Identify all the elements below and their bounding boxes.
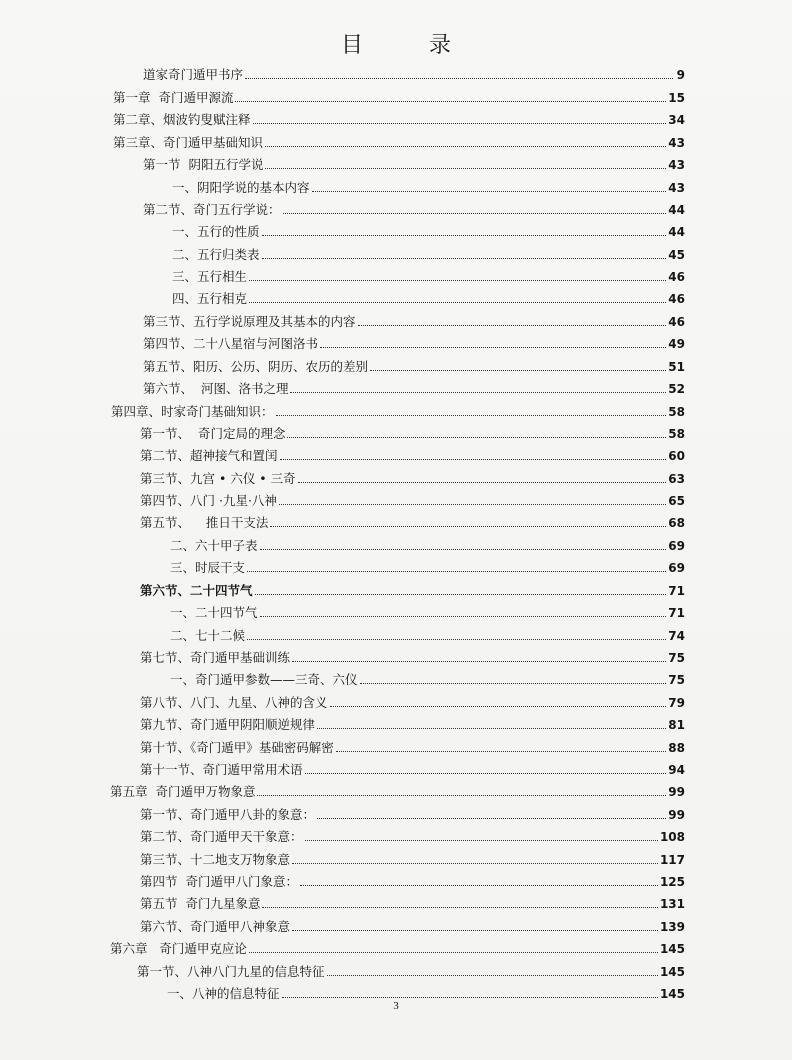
dot-leader (257, 795, 666, 796)
toc-entry-page: 81 (668, 718, 685, 732)
dot-leader (260, 616, 667, 617)
toc-entry[interactable] (113, 111, 685, 129)
toc-entry-page: 71 (668, 606, 685, 620)
toc-entry[interactable] (140, 761, 685, 779)
toc-entry-label: 第七节、奇门遁甲基础训练 (140, 650, 291, 665)
toc-entry-label: 第四章、时家奇门基础知识： (111, 404, 274, 419)
toc-entry-label: 第二章、烟波钓叟赋注释 (113, 112, 251, 127)
toc-entry-label: 第六节、 河图、洛书之理 (143, 381, 289, 396)
toc-entry-label: 第六节、二十四节气 (140, 583, 253, 598)
dot-leader (370, 370, 666, 371)
dot-leader (262, 235, 667, 236)
dot-leader (265, 168, 666, 169)
toc-entry-label: 第五节 奇门九星象意 (140, 896, 261, 911)
toc-entry-page: 51 (668, 360, 685, 374)
dot-leader (279, 504, 666, 505)
toc-entry-page: 99 (668, 785, 685, 799)
toc-entry-page: 75 (668, 673, 685, 687)
toc-entry-label: 第二节、奇门五行学说： (143, 202, 281, 217)
toc-entry[interactable] (140, 649, 685, 667)
toc-entry-page: 46 (668, 270, 685, 284)
toc-entry[interactable] (172, 179, 685, 197)
dot-leader (247, 571, 666, 572)
dot-leader (300, 885, 658, 886)
dot-leader (247, 639, 666, 640)
dot-leader (249, 302, 666, 303)
toc-entry[interactable] (172, 246, 685, 264)
dot-leader (292, 863, 658, 864)
toc-entry-page: 58 (668, 405, 685, 419)
dot-leader (292, 661, 666, 662)
toc-entry-page: 65 (668, 494, 685, 508)
toc-entry-label: 一、阴阳学说的基本内容 (172, 180, 310, 195)
toc-entry-label: 第二节、奇门遁甲天干象意： (140, 829, 303, 844)
toc-entry[interactable] (140, 739, 685, 757)
toc-entry[interactable] (172, 268, 685, 286)
dot-leader (292, 930, 658, 931)
toc-entry[interactable] (140, 582, 685, 600)
toc-entry-label: 第一节、 奇门定局的理念 (140, 426, 286, 441)
dot-leader (287, 437, 666, 438)
toc-entry-page: 79 (668, 696, 685, 710)
toc-entry-page: 145 (659, 965, 685, 979)
toc-entry[interactable] (143, 201, 685, 219)
toc-entry[interactable] (170, 671, 685, 689)
toc-entry-page: 60 (668, 449, 685, 463)
toc-entry[interactable] (172, 223, 685, 241)
toc-entry-page: 69 (668, 539, 685, 553)
toc-entry[interactable] (140, 716, 685, 734)
toc-entry[interactable] (113, 89, 685, 107)
dot-leader (360, 683, 667, 684)
toc-entry[interactable] (143, 380, 685, 398)
dot-leader (336, 751, 667, 752)
dot-leader (253, 123, 667, 124)
dot-leader (235, 101, 666, 102)
dot-leader (282, 997, 658, 998)
toc-entry-label: 一、二十四节气 (170, 605, 258, 620)
toc-entry-page: 88 (668, 741, 685, 755)
dot-leader (317, 818, 666, 819)
title-char-2: 录 (429, 33, 452, 58)
dot-leader (317, 728, 666, 729)
dot-leader (312, 191, 667, 192)
toc-entry-page: 125 (659, 875, 685, 889)
toc-entry[interactable] (143, 335, 685, 353)
toc-entry[interactable] (170, 627, 685, 645)
toc-entry-label: 第八节、八门、九星、八神的含义 (140, 695, 328, 710)
toc-entry[interactable] (137, 963, 685, 981)
toc-entry-label: 第一章 奇门遁甲源流 (113, 90, 234, 105)
dot-leader (305, 773, 667, 774)
toc-entry[interactable] (170, 537, 685, 555)
dot-leader (249, 280, 666, 281)
toc-entry-label: 二、六十甲子表 (170, 538, 258, 553)
toc-entry-label: 第九节、奇门遁甲阴阳顺逆规律 (140, 717, 316, 732)
toc-entry-page: 43 (668, 181, 685, 195)
dot-leader (270, 526, 666, 527)
toc-entry[interactable] (140, 492, 685, 510)
toc-entry[interactable] (140, 694, 685, 712)
toc-entry-page: 68 (668, 516, 685, 530)
toc-entry[interactable] (140, 806, 685, 824)
toc-entry-label: 三、五行相生 (172, 269, 248, 284)
toc-entry-label: 第三节、五行学说原理及其基本的内容 (143, 314, 356, 329)
toc-entry-label: 第四节、八门 ·九星·八神 (140, 493, 277, 508)
toc-entry-page: 99 (668, 808, 685, 822)
dot-leader (298, 482, 667, 483)
dot-leader (327, 975, 658, 976)
toc-entry[interactable] (140, 828, 685, 846)
toc-entry[interactable] (140, 447, 685, 465)
toc-entry-label: 第一节、八神八门九星的信息特征 (137, 964, 325, 979)
toc-entry-page: 139 (659, 920, 685, 934)
toc-entry-page: 117 (659, 853, 685, 867)
title-char-1: 目 (340, 33, 363, 58)
toc-entry-label: 第四节 奇门遁甲八门象意： (140, 874, 298, 889)
toc-entry-label: 二、七十二候 (170, 628, 246, 643)
toc-entry[interactable] (140, 873, 685, 891)
toc-entry-label: 第二节、超神接气和置闰 (140, 448, 278, 463)
toc-entry-label: 二、五行归类表 (172, 247, 260, 262)
toc-entry-page: 52 (668, 382, 685, 396)
toc-entry[interactable] (143, 313, 685, 331)
toc-entry[interactable] (110, 783, 685, 801)
toc-entry-page: 131 (659, 897, 685, 911)
toc-entry-label: 道家奇门遁甲书序 (143, 67, 244, 82)
toc-entry-label: 第五节、 推日干支法 (140, 515, 269, 530)
toc-entry-page: 63 (668, 472, 685, 486)
toc-entry-page: 58 (668, 427, 685, 441)
toc-entry-page: 44 (668, 225, 685, 239)
toc-entry-page: 71 (668, 584, 685, 598)
toc-entry-page: 108 (659, 830, 685, 844)
toc-entry-page: 145 (659, 942, 685, 956)
toc-entry-page: 145 (659, 987, 685, 1001)
toc-entry[interactable] (143, 156, 685, 174)
toc-entry-page: 34 (668, 113, 685, 127)
dot-leader (262, 258, 667, 259)
toc-entry-page: 75 (668, 651, 685, 665)
toc-entry[interactable] (140, 895, 685, 913)
toc-entry-label: 一、奇门遁甲参数——三奇、六仪 (170, 672, 358, 687)
toc-entry-label: 四、五行相克 (172, 291, 248, 306)
toc-entry-page: 45 (668, 248, 685, 262)
dot-leader (276, 415, 667, 416)
toc-entry-label: 第六节、奇门遁甲八神象意 (140, 919, 291, 934)
toc-entry-page: 94 (668, 763, 685, 777)
dot-leader (358, 325, 667, 326)
toc-entry-label: 一、八神的信息特征 (167, 986, 280, 1001)
toc-entry-page: 15 (668, 91, 685, 105)
toc-entry-label: 第三节、九宫 • 六仪 • 三奇 (140, 471, 296, 486)
toc-entry-page: 69 (668, 561, 685, 575)
toc-entry-label: 第五章 奇门遁甲万物象意 (110, 784, 256, 799)
toc-entry-label: 第三节、十二地支万物象意 (140, 852, 291, 867)
toc-entry[interactable] (111, 403, 685, 421)
toc-entry[interactable] (113, 134, 685, 152)
toc-entry-page: 43 (668, 158, 685, 172)
dot-leader (330, 706, 667, 707)
page-number: 3 (393, 1000, 399, 1012)
toc-entry-label: 第一节、奇门遁甲八卦的象意： (140, 807, 316, 822)
toc-entry[interactable] (140, 851, 685, 869)
dot-leader (280, 459, 667, 460)
toc-entry-page: 49 (668, 337, 685, 351)
dot-leader (320, 347, 666, 348)
dot-leader (265, 146, 666, 147)
toc-entry[interactable] (140, 918, 685, 936)
dot-leader (305, 840, 658, 841)
toc-entry-label: 三、时辰干支 (170, 560, 246, 575)
toc-entry-page: 46 (668, 292, 685, 306)
toc-entry-label: 第五节、阳历、公历、阴历、农历的差别 (143, 359, 369, 374)
toc-entry[interactable] (140, 470, 685, 488)
toc-entry[interactable] (143, 358, 685, 376)
toc-entry-page: 74 (668, 629, 685, 643)
toc-entry-page: 46 (668, 315, 685, 329)
toc-entry[interactable] (172, 290, 685, 308)
toc-entry-page: 43 (668, 136, 685, 150)
toc-entry-label: 一、五行的性质 (172, 224, 260, 239)
dot-leader (283, 213, 667, 214)
toc-entry-page: 9 (676, 68, 685, 82)
page-title (0, 28, 792, 59)
toc-entry[interactable] (140, 425, 685, 443)
toc-entry-page: 44 (668, 203, 685, 217)
toc-entry[interactable] (143, 66, 685, 84)
toc-entry-label: 第六章 奇门遁甲克应论 (110, 941, 247, 956)
toc-entry-label: 第四节、二十八星宿与河图洛书 (143, 336, 319, 351)
toc-entry-label: 第十节、《奇门遁甲》基础密码解密 (140, 740, 334, 755)
dot-leader (245, 78, 673, 79)
toc-entry[interactable] (110, 940, 685, 958)
dot-leader (290, 392, 666, 393)
toc-entry[interactable] (140, 514, 685, 532)
dot-leader (255, 594, 667, 595)
dot-leader (262, 907, 657, 908)
dot-leader (260, 549, 667, 550)
toc-entry[interactable] (170, 559, 685, 577)
dot-leader (249, 952, 658, 953)
toc-entry[interactable] (170, 604, 685, 622)
toc-entry-label: 第十一节、奇门遁甲常用术语 (140, 762, 303, 777)
toc-entry-label: 第一节 阴阳五行学说 (143, 157, 264, 172)
toc-entry-label: 第三章、奇门遁甲基础知识 (113, 135, 264, 150)
